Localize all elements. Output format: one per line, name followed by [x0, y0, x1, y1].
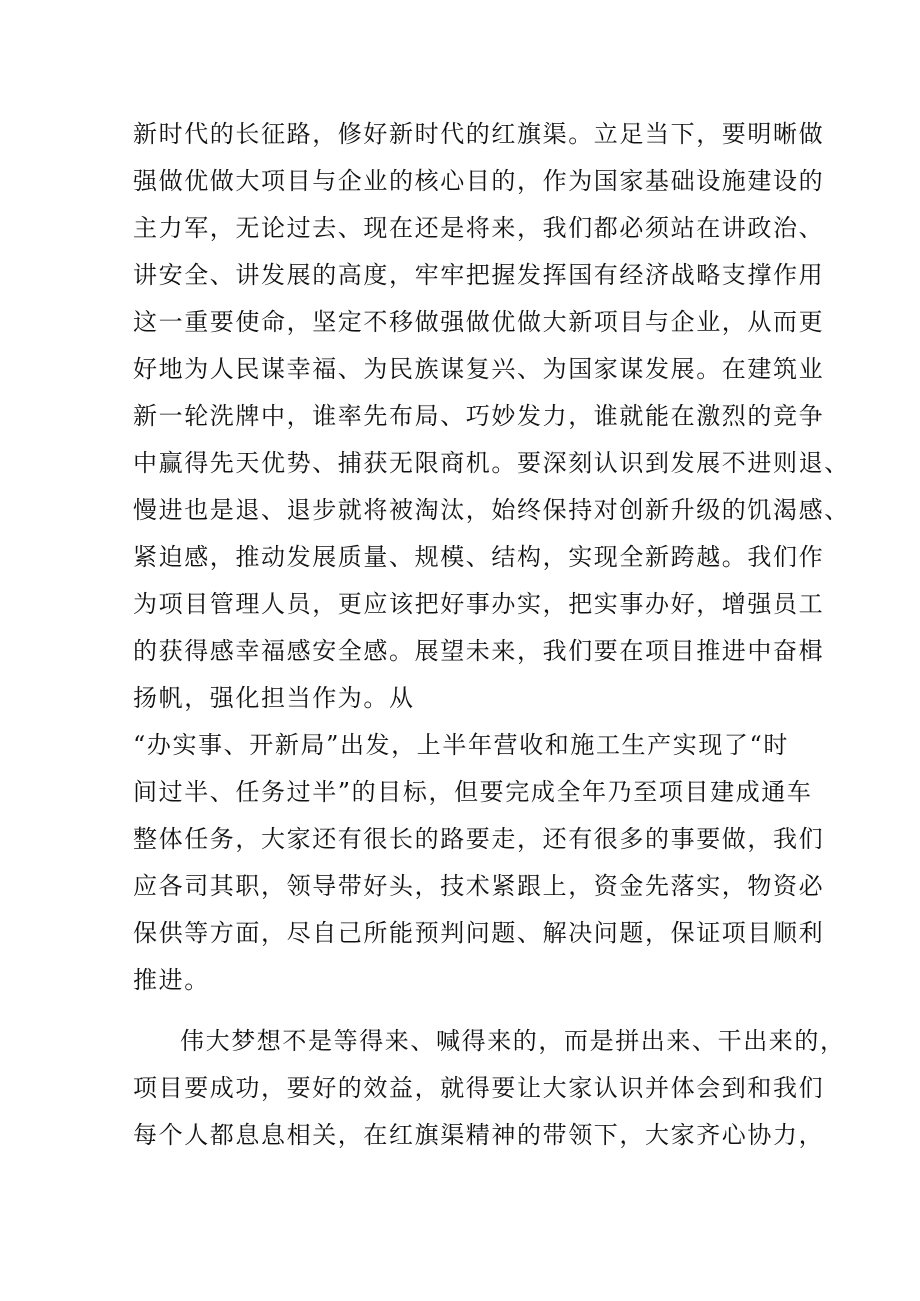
- text-line: 项目要成功，要好的效益，就得要让大家认识并体会到和我们: [133, 1074, 825, 1102]
- text-line: 中赢得先天优势、捕获无限商机。要深刻认识到发展不进则退、: [133, 449, 850, 477]
- text-line: 为项目管理人员，更应该把好事办实，把实事办好，增强员工: [133, 590, 825, 618]
- text-line: 强做优做大项目与企业的核心目的，作为国家基础设施建设的: [133, 167, 825, 195]
- text-line: 的获得感幸福感安全感。展望未来，我们要在项目推进中奋楫: [133, 637, 825, 665]
- text-line: 保供等方面，尽自己所能预判问题、解决问题，保证项目顺利: [133, 919, 825, 947]
- text-line: 好地为人民谋幸福、为民族谋复兴、为国家谋发展。在建筑业: [133, 355, 825, 383]
- text-line: 紧迫感，推动发展质量、规模、结构，实现全新跨越。我们作: [133, 543, 825, 571]
- text-line: 讲安全、讲发展的高度，牢牢把握发挥国有经济战略支撑作用: [133, 261, 825, 289]
- text-line: 这一重要使命，坚定不移做强做优做大新项目与企业，从而更: [133, 308, 825, 336]
- text-line: 推进。: [133, 966, 210, 994]
- text-line: 慢进也是退、退步就将被淘汰，始终保持对创新升级的饥渴感、: [133, 496, 850, 524]
- text-line: 间过半、任务过半”的目标，但要完成全年乃至项目建成通车: [133, 778, 813, 806]
- text-line: 新时代的长征路，修好新时代的红旗渠。立足当下，要明晰做: [133, 120, 825, 148]
- text-line: 每个人都息息相关，在红旗渠精神的带领下，大家齐心协力，: [133, 1121, 825, 1149]
- text-line: 新一轮洗牌中，谁率先布局、巧妙发力，谁就能在激烈的竞争: [133, 402, 825, 430]
- text-line: 扬帆，强化担当作为。从: [133, 684, 415, 712]
- text-line: “办实事、开新局”出发，上半年营收和施工生产实现了“时: [133, 731, 790, 759]
- paragraph-first-line: 伟大梦想不是等得来、喊得来的，而是拼出来、干出来的，: [180, 1027, 846, 1055]
- text-line: 主力军，无论过去、现在还是将来，我们都必须站在讲政治、: [133, 214, 825, 242]
- text-line: 整体任务，大家还有很长的路要走，还有很多的事要做，我们: [133, 825, 825, 853]
- text-line: 应各司其职，领导带好头，技术紧跟上，资金先落实，物资必: [133, 872, 825, 900]
